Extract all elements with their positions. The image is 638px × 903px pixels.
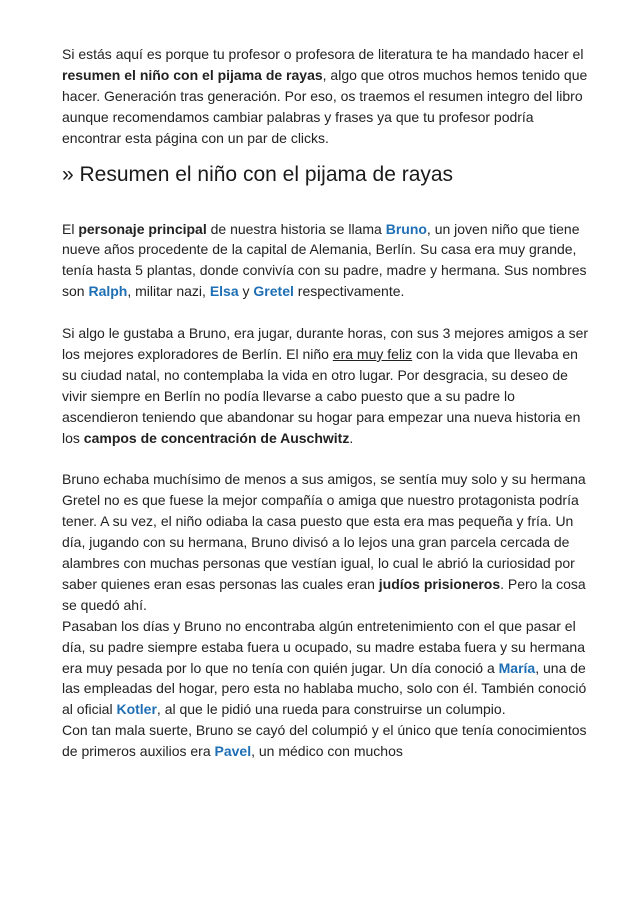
p1-text-3: , un joven niño que tiene nueve años procedente de la capital de Alemania, Berlín. Su casa era muy grande, tenía hasta 5 plantas, donde convivía con su padre, madre y hermana. Sus nombres son [62, 220, 587, 300]
link-pavel[interactable]: Pavel [214, 743, 252, 760]
p4-text-1: Pasaban los días y Bruno no encontraba algún entretenimiento con el que pasar el día, su padre siempre estaba fuera u ocupado, su madre estaba fuera y su hermana era muy pesada por lo que no tenía con quién jugar. Un día conoció a [62, 617, 585, 676]
p5-text-1: Con tan mala suerte, Bruno se cayó del columpió y el único que tenía conocimientos de primeros auxilios era [62, 722, 587, 760]
p2-underlined-phrase: era muy feliz [332, 345, 413, 362]
paragraph-4 [62, 616, 592, 721]
link-elsa[interactable]: Elsa [209, 283, 239, 300]
intro-text-2: , algo que otros muchos hemos tenido que hacer. Generación tras generación. Por eso, os traemos el resumen integro del libro aunque recomendamos cambiar palabras y frases ya que tu profesor podría encontrar esta página con un par de clicks. [62, 66, 588, 146]
p3-bold-keyword: judíos prisioneros [378, 575, 501, 592]
document-page [62, 44, 592, 762]
p2-text-3: . [349, 429, 354, 446]
section-heading: » Resumen el niño con el pijama de rayas [62, 162, 454, 186]
p3-text-2: . Pero la cosa se quedó ahí. [62, 575, 586, 613]
paragraph-5 [62, 720, 592, 762]
p1-bold-keyword: personaje principal [78, 220, 207, 237]
intro-text-1: Si estás aquí es porque tu profesor o profesora de literatura te ha mandado hacer el [62, 46, 584, 62]
p3-text-1: Bruno echaba muchísimo de menos a sus amigos, se sentía muy solo y su hermana Gretel no es que fuese la mejor compañía o amiga que nuestro protagonista podría tener. A su vez, el niño odiaba la casa puesto que esta era mas pequeña y fría. Un día, jugando con su hermana, Bruno divisó a lo lejos una gran parcela cercada de alambres con muchas personas que vestían igual, lo cual le abrió la curiosidad por saber quienes eran esas personas las cuales eran [62, 471, 586, 592]
link-gretel[interactable]: Gretel [253, 283, 294, 300]
link-bruno[interactable]: Bruno [385, 220, 427, 237]
p4-text-2: , una de las empleadas del hogar, pero esta no hablaba mucho, solo con él. También conoció al oficial [62, 659, 587, 718]
p4-text-3: , al que le pidió una rueda para construirse un columpio. [156, 701, 506, 718]
intro-bold-keyword: resumen el niño con el pijama de rayas [62, 66, 323, 83]
link-maria[interactable]: María [498, 659, 536, 676]
paragraph-2 [62, 323, 592, 448]
p1-text-6: respectivamente. [293, 283, 405, 300]
p1-text-4: , militar nazi, [127, 283, 210, 300]
p1-text-2: de nuestra historia se llama [206, 220, 386, 237]
paragraph-1 [62, 219, 592, 303]
p1-text-5: y [238, 283, 254, 300]
p1-text-1: El [62, 220, 79, 237]
p2-text-2: con la vida que llevaba en su ciudad natal, no contemplaba la vida en otro lugar. Por desgracia, su deseo de vivir siempre en Berlín no podía llevarse a cabo puesto que a su padre lo ascendieron teniendo que abandonar su hogar para empezar una nueva historia en los [62, 345, 581, 446]
p2-text-1: Si algo le gustaba a Bruno, era jugar, durante horas, con sus 3 mejores amigos a ser los mejores exploradores de Berlín. El niño [62, 325, 589, 362]
link-ralph[interactable]: Ralph [88, 283, 128, 300]
p5-text-2: , un médico con muchos [251, 743, 403, 760]
link-kotler[interactable]: Kotler [116, 701, 157, 718]
p2-bold-keyword: campos de concentración de Auschwitz [83, 429, 350, 446]
paragraph-3 [62, 469, 592, 615]
intro-paragraph [62, 44, 592, 149]
